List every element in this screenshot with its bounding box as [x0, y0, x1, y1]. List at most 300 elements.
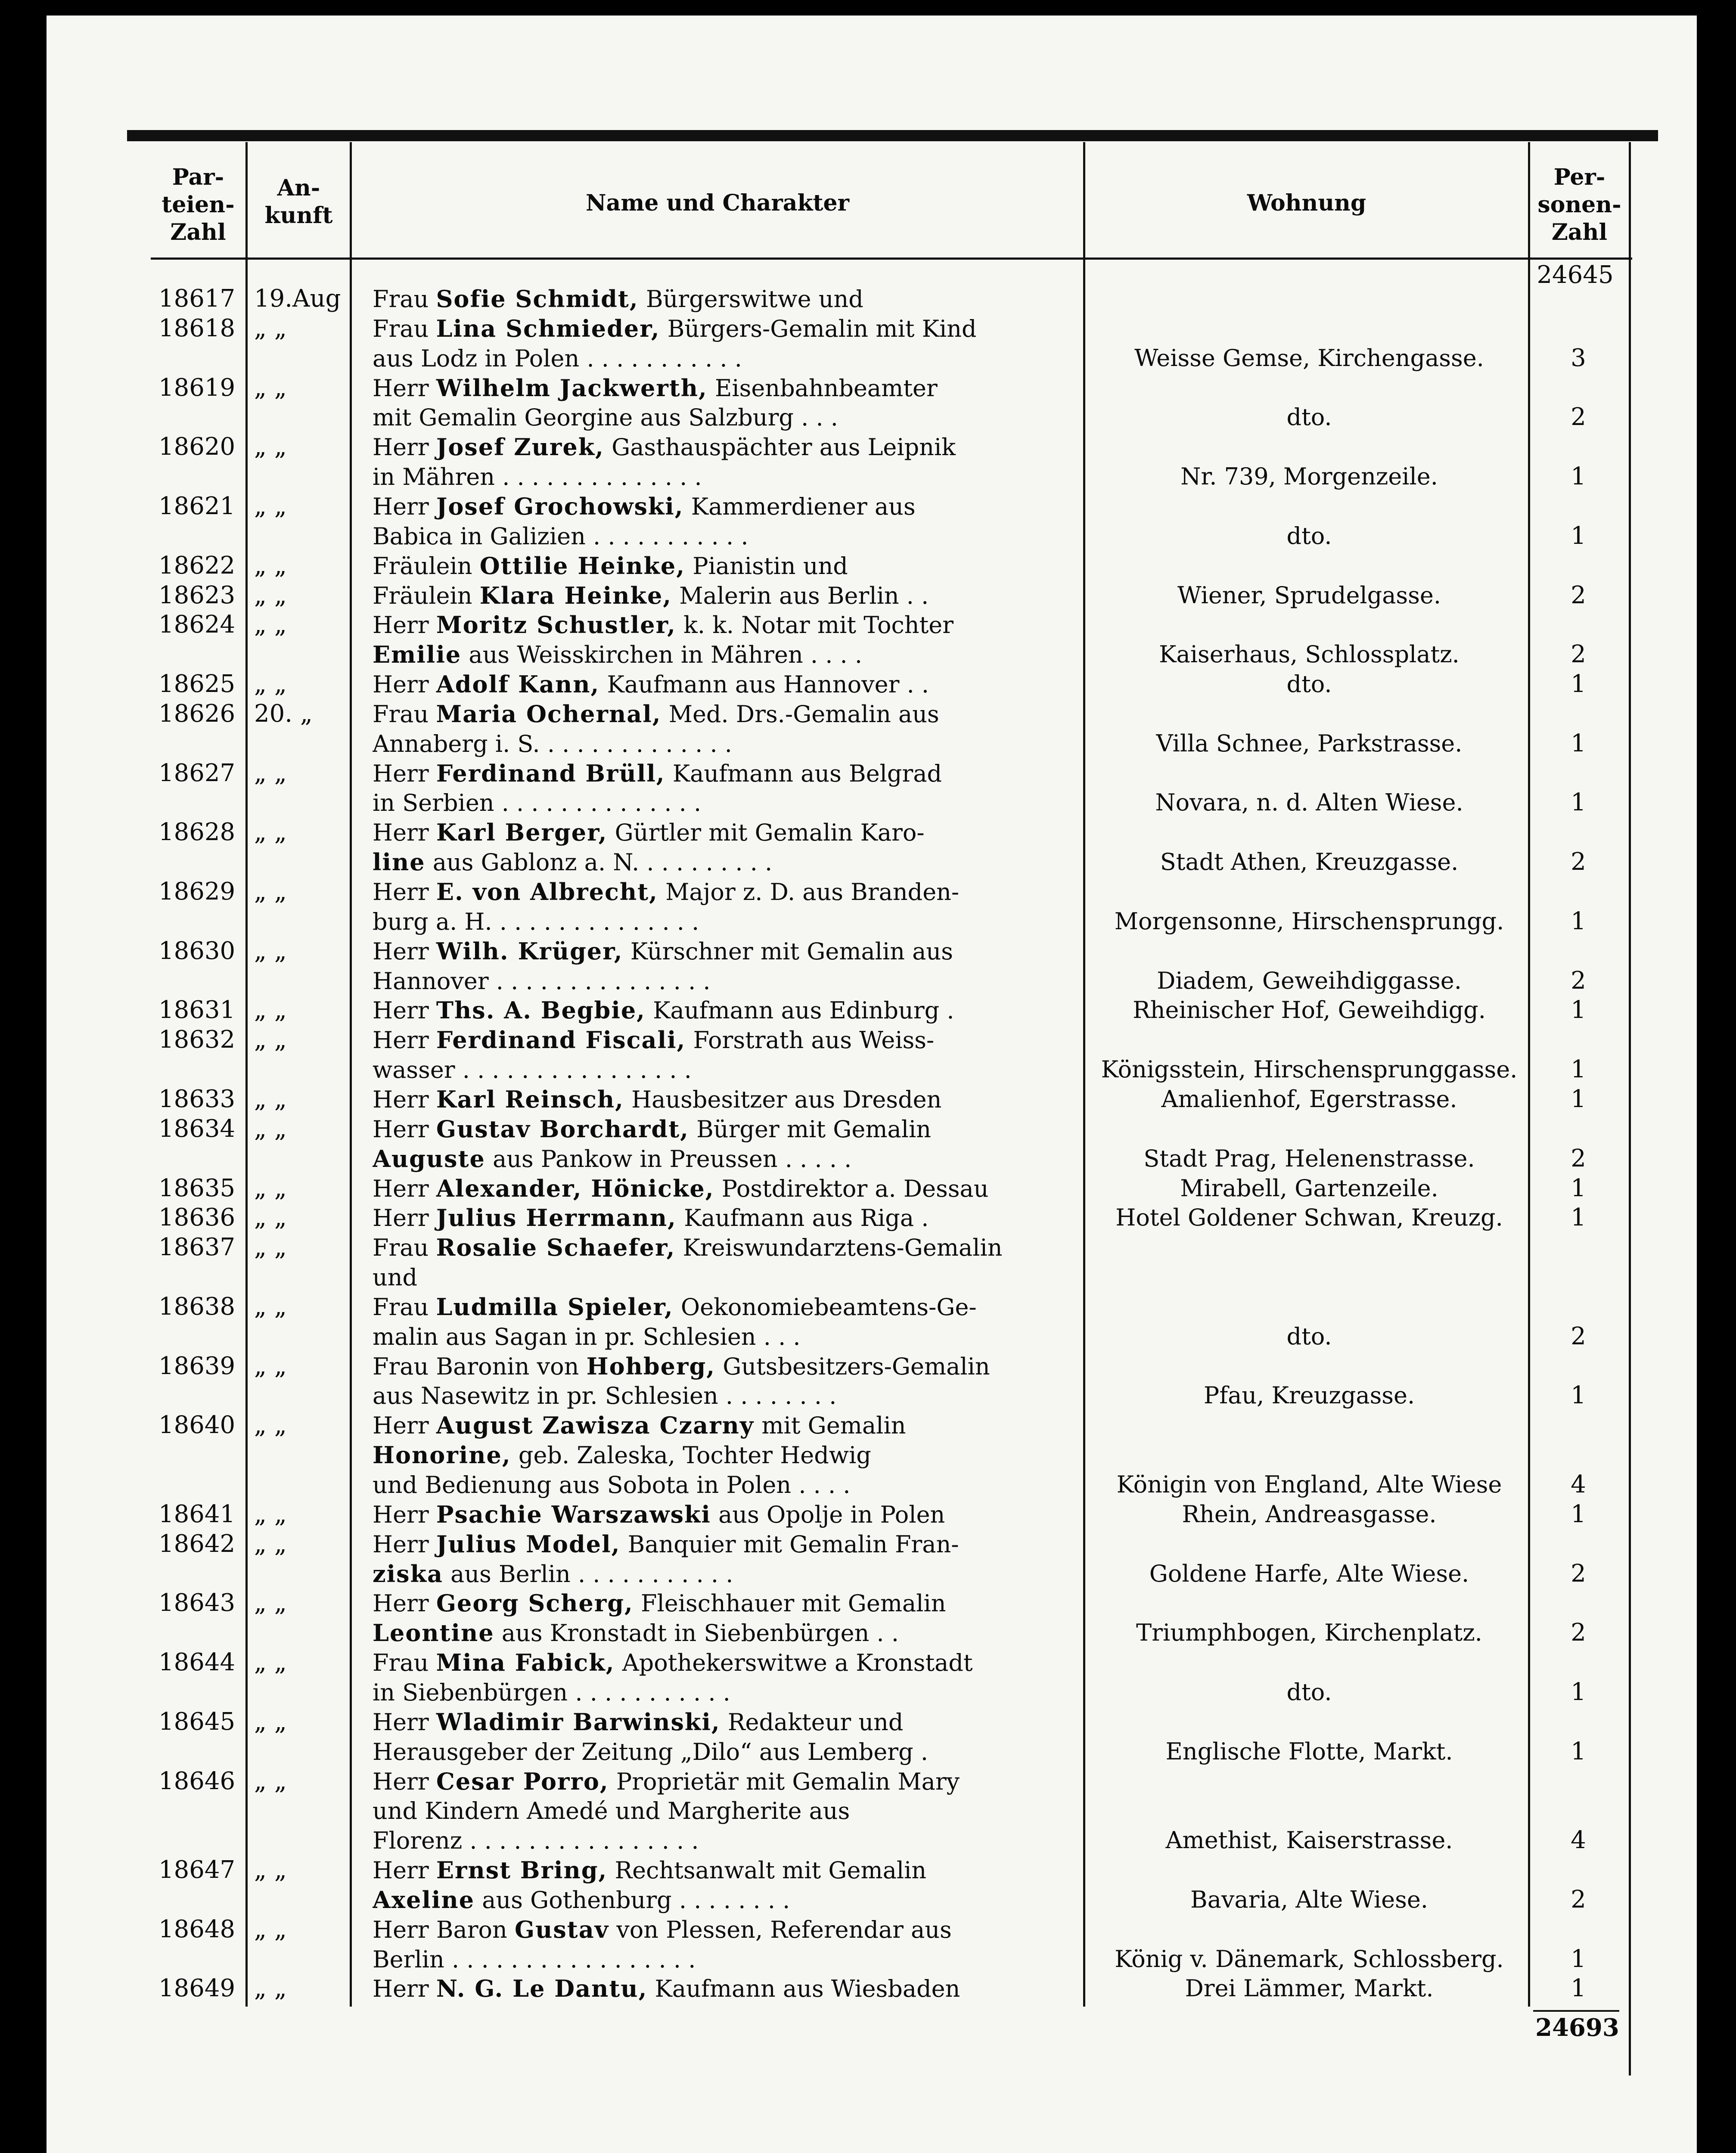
personen-zahl: 1 [1571, 996, 1586, 1024]
name-und-charakter [373, 1381, 1079, 1411]
name-und-charakter [373, 1322, 1079, 1352]
personen-zahl: 1 [1571, 729, 1586, 757]
table-row [0, 581, 1736, 610]
guest-name: Mina Fabick, [436, 1649, 615, 1677]
table-row [0, 1826, 1736, 1855]
wohnung: Rheinischer Hof, Geweihdigg. [1133, 996, 1486, 1024]
title: Frau [373, 1649, 429, 1677]
title: Herr Baron [373, 1916, 507, 1943]
wohnung: Triumphbogen, Kirchenplatz. [1136, 1619, 1482, 1647]
guest-name: Julius Model, [436, 1530, 621, 1558]
table-row [0, 1055, 1736, 1084]
name-und-charakter [373, 1233, 1079, 1263]
table-row [0, 729, 1736, 758]
description: von Plessen, Referendar aus [616, 1916, 952, 1943]
name-und-charakter [373, 1440, 1079, 1470]
name-und-charakter [373, 581, 1079, 611]
wohnung: Amethist, Kaiserstrasse. [1165, 1827, 1453, 1854]
name-und-charakter [373, 699, 1079, 729]
table-row [0, 1915, 1736, 1944]
final-total: 24693 [1535, 2013, 1619, 2042]
description: Pianistin und [693, 552, 848, 580]
table-row [0, 966, 1736, 996]
guest-name: Axeline [373, 1886, 475, 1914]
ankunft: „ „ [254, 492, 287, 520]
name-und-charakter [373, 1500, 1079, 1529]
table-row [0, 818, 1736, 847]
parteien-zahl: 18645 [158, 1707, 236, 1736]
wohnung: König v. Dänemark, Schlossberg. [1115, 1945, 1504, 1973]
table-row [0, 1707, 1736, 1737]
table-row [0, 1085, 1736, 1114]
description: Herausgeber der Zeitung „Dilo“ aus Lemberg . [373, 1738, 929, 1765]
title: Herr [373, 1975, 429, 2003]
wohnung: Rhein, Andreasgasse. [1182, 1500, 1437, 1528]
table-row [0, 670, 1736, 699]
name-und-charakter [373, 1737, 1079, 1767]
name-und-charakter [373, 729, 1079, 759]
title: Herr [373, 819, 429, 847]
description: wasser . . . . . . . . . . . . . . . . [373, 1056, 692, 1084]
description: k. k. Notar mit Tochter [683, 611, 954, 639]
wohnung: dto. [1286, 670, 1332, 698]
name-und-charakter [373, 1174, 1079, 1204]
name-und-charakter [373, 1470, 1079, 1500]
name-und-charakter [373, 462, 1079, 492]
name-und-charakter [373, 344, 1079, 373]
title: Herr [373, 1590, 429, 1617]
wohnung: Stadt Prag, Helenenstrasse. [1143, 1145, 1475, 1172]
guest-name: Julius Herrmann, [436, 1204, 677, 1232]
ankunft: „ „ [254, 1529, 287, 1558]
title: Frau [373, 1293, 429, 1321]
guest-name: Georg Scherg, [436, 1589, 634, 1617]
personen-zahl: 2 [1571, 1559, 1586, 1588]
table-row [0, 1796, 1736, 1825]
title: Herr [373, 937, 429, 965]
ankunft: „ „ [254, 314, 287, 342]
table-row [0, 1500, 1736, 1529]
title: Herr [373, 1204, 429, 1232]
title: Herr [373, 878, 429, 906]
name-und-charakter [373, 610, 1079, 640]
ankunft: „ „ [254, 1352, 287, 1380]
table-row [0, 492, 1736, 521]
description: mit Gemalin [761, 1412, 906, 1439]
guest-name: Ths. A. Begbie, [436, 996, 646, 1024]
guest-name: Maria Ochernal, [436, 700, 661, 728]
guest-name: Hohberg, [586, 1352, 716, 1380]
wohnung: dto. [1286, 403, 1332, 431]
ankunft: „ „ [254, 1648, 287, 1677]
parteien-zahl: 18621 [158, 492, 236, 520]
guest-name: Wilh. Krüger, [436, 937, 623, 965]
table-row [0, 1352, 1736, 1381]
guest-name: Sofie Schmidt, [436, 285, 639, 313]
personen-zahl: 1 [1571, 670, 1586, 698]
personen-zahl: 1 [1571, 1381, 1586, 1410]
description: geb. Zaleska, Tochter Hedwig [518, 1442, 871, 1469]
parteien-zahl: 18626 [158, 699, 236, 728]
ankunft: „ „ [254, 1411, 287, 1439]
table-row [0, 432, 1736, 462]
description: aus Lodz in Polen . . . . . . . . . . . [373, 344, 742, 372]
description: Banquier mit Gemalin Fran- [627, 1530, 959, 1558]
name-und-charakter [373, 1529, 1079, 1559]
guest-name: Ernst Bring, [436, 1856, 608, 1884]
ankunft: „ „ [254, 1085, 287, 1113]
parteien-zahl: 18643 [158, 1589, 236, 1617]
parteien-zahl: 18618 [158, 314, 236, 342]
header-rule [151, 257, 1632, 260]
name-und-charakter [373, 907, 1079, 937]
name-und-charakter [373, 1055, 1079, 1085]
title: Herr [373, 671, 429, 698]
title: Frau [373, 1234, 429, 1262]
guest-name: Josef Zurek, [436, 433, 604, 461]
name-und-charakter [373, 1945, 1079, 1974]
personen-zahl: 1 [1571, 1174, 1586, 1202]
guest-name: line [373, 848, 425, 876]
table-row [0, 1648, 1736, 1677]
personen-zahl: 1 [1571, 788, 1586, 817]
personen-zahl: 1 [1571, 907, 1586, 935]
title: Herr [373, 493, 429, 520]
personen-zahl: 2 [1571, 966, 1586, 995]
wohnung: Goldene Harfe, Alte Wiese. [1149, 1560, 1469, 1587]
guest-name: Moritz Schustler, [436, 611, 676, 639]
guest-name: Leontine [373, 1619, 494, 1647]
parteien-zahl: 18641 [158, 1500, 236, 1528]
table-row [0, 1144, 1736, 1173]
personen-zahl: 1 [1571, 1945, 1586, 1973]
personen-zahl: 2 [1571, 1322, 1586, 1350]
wohnung: Novara, n. d. Alten Wiese. [1155, 789, 1463, 816]
wohnung: Bavaria, Alte Wiese. [1190, 1886, 1428, 1913]
description: aus Opolje in Polen [718, 1501, 945, 1528]
parteien-zahl: 18647 [158, 1856, 236, 1884]
table-row [0, 551, 1736, 580]
description: Annaberg i. S. . . . . . . . . . . . . . [373, 730, 732, 757]
guest-name: Klara Heinke, [479, 581, 672, 609]
table-row [0, 640, 1736, 669]
personen-zahl: 2 [1571, 1619, 1586, 1647]
ankunft: „ „ [254, 433, 287, 461]
name-und-charakter [373, 847, 1079, 877]
table-row [0, 788, 1736, 817]
table-row [0, 699, 1736, 729]
name-und-charakter [373, 1915, 1079, 1945]
ankunft: „ „ [254, 1026, 287, 1054]
guest-name: N. G. Le Dantu, [436, 1975, 648, 2003]
parteien-zahl: 18648 [158, 1915, 236, 1943]
guest-name: Lina Schmieder, [436, 314, 660, 342]
description: Major z. D. aus Branden- [665, 878, 960, 906]
guest-name: Rosalie Schaefer, [436, 1234, 676, 1262]
guest-name: E. von Albrecht, [436, 878, 658, 906]
guest-name: Cesar Porro, [436, 1767, 609, 1795]
wohnung: Hotel Goldener Schwan, Kreuzg. [1115, 1204, 1503, 1232]
name-und-charakter [373, 1085, 1079, 1114]
personen-zahl: 2 [1571, 581, 1586, 609]
name-und-charakter [373, 1203, 1079, 1233]
parteien-zahl: 18629 [158, 878, 236, 906]
title: Herr [373, 374, 429, 402]
name-und-charakter [373, 1114, 1079, 1144]
guest-name: Karl Berger, [436, 819, 608, 847]
top-rule [127, 130, 1658, 141]
ankunft: „ „ [254, 1292, 287, 1321]
personen-zahl: 1 [1571, 1737, 1586, 1765]
ankunft: „ „ [254, 1974, 287, 2003]
ankunft: „ „ [254, 373, 287, 402]
name-und-charakter [373, 314, 1079, 344]
ankunft: „ „ [254, 1589, 287, 1617]
description: Postdirektor a. Dessau [721, 1175, 989, 1202]
table-row [0, 1618, 1736, 1647]
table-row [0, 1174, 1736, 1203]
description: und Bedienung aus Sobota in Polen . . . . [373, 1471, 851, 1498]
table-row [0, 1559, 1736, 1588]
description: Gutsbesitzers-Gemalin [723, 1353, 990, 1380]
name-und-charakter [373, 670, 1079, 699]
header-ankunft: An- kunft [264, 175, 333, 229]
name-und-charakter [373, 1144, 1079, 1174]
parteien-zahl: 18642 [158, 1529, 236, 1558]
wohnung: Wiener, Sprudelgasse. [1177, 581, 1441, 609]
personen-zahl: 2 [1571, 1885, 1586, 1914]
guest-name: Wladimir Barwinski, [436, 1708, 720, 1736]
description: Hannover . . . . . . . . . . . . . . . [373, 967, 711, 995]
guest-name: Alexander, Hönicke, [436, 1174, 714, 1202]
title: Herr [373, 611, 429, 639]
table-row [0, 937, 1736, 966]
header-parteien-zahl: Par- teien- Zahl [161, 164, 235, 245]
description: aus Berlin . . . . . . . . . . . [450, 1560, 733, 1588]
table-row [0, 373, 1736, 403]
guest-name: Karl Reinsch, [436, 1085, 624, 1113]
guest-name: Ludmilla Spieler, [436, 1293, 674, 1321]
wohnung: Pfau, Kreuzgasse. [1203, 1382, 1415, 1409]
description: Forstrath aus Weiss- [693, 1027, 935, 1054]
wohnung: Mirabell, Gartenzeile. [1180, 1174, 1438, 1202]
guest-name: Ferdinand Fiscali, [436, 1026, 686, 1054]
table-row [0, 1974, 1736, 2003]
personen-zahl: 2 [1571, 1144, 1586, 1173]
table-row [0, 1885, 1736, 1914]
ankunft: „ „ [254, 1114, 287, 1143]
ankunft: „ „ [254, 1500, 287, 1528]
table-row [0, 759, 1736, 788]
name-und-charakter [373, 284, 1079, 314]
wohnung: Stadt Athen, Kreuzgasse. [1160, 848, 1459, 876]
parteien-zahl: 18636 [158, 1204, 236, 1232]
name-und-charakter [373, 1678, 1079, 1707]
name-und-charakter [373, 759, 1079, 788]
ankunft: „ „ [254, 1174, 287, 1202]
description: Kaufmann aus Wiesbaden [655, 1975, 960, 2003]
wohnung: Amalienhof, Egerstrasse. [1161, 1085, 1457, 1113]
guest-name: Wilhelm Jackwerth, [436, 374, 708, 402]
table-row [0, 1855, 1736, 1885]
description: Kaufmann aus Edinburg . [653, 997, 954, 1024]
ankunft: „ „ [254, 1233, 287, 1262]
header-name: Name und Charakter [585, 190, 849, 216]
description: Fleischhauer mit Gemalin [641, 1590, 946, 1617]
name-und-charakter [373, 1826, 1079, 1855]
title: Frau Baronin von [373, 1353, 579, 1380]
ankunft: „ „ [254, 551, 287, 580]
table-row [0, 1588, 1736, 1618]
guest-name: Gustav [515, 1915, 609, 1943]
parteien-zahl: 18633 [158, 1085, 236, 1113]
title: Frau [373, 285, 429, 313]
personen-zahl: 1 [1571, 1500, 1586, 1528]
parteien-zahl: 18628 [158, 818, 236, 847]
name-und-charakter [373, 1025, 1079, 1055]
personen-zahl: 1 [1571, 462, 1586, 491]
description: und [373, 1264, 418, 1291]
description: Eisenbahnbeamter [714, 374, 938, 402]
wohnung: Diadem, Geweihdiggasse. [1157, 967, 1462, 994]
title: Herr [373, 1412, 429, 1439]
description: Kürschner mit Gemalin aus [630, 937, 953, 965]
wohnung: Morgensonne, Hirschensprungg. [1114, 907, 1504, 935]
guest-name: Auguste [373, 1145, 485, 1173]
title: Frau [373, 315, 429, 342]
description: mit Gemalin Georgine aus Salzburg . . . [373, 404, 838, 431]
title: Herr [373, 1086, 429, 1113]
description: Redakteur und [727, 1708, 904, 1736]
description: Kammerdiener aus [691, 493, 916, 520]
title: Fräulein [373, 552, 472, 580]
carry-total: 24645 [1537, 261, 1614, 289]
parteien-zahl: 18640 [158, 1411, 236, 1439]
name-und-charakter [373, 966, 1079, 996]
title: Fräulein [373, 582, 472, 609]
personen-zahl: 2 [1571, 403, 1586, 431]
description: Bürgerswitwe und [646, 285, 863, 313]
name-und-charakter [373, 551, 1079, 581]
guest-name: Gustav Borchardt, [436, 1115, 689, 1143]
guest-name: Adolf Kann, [436, 670, 600, 698]
wohnung: Nr. 739, Morgenzeile. [1180, 463, 1438, 490]
name-und-charakter [373, 640, 1079, 670]
parteien-zahl: 18630 [158, 937, 236, 965]
description: und Kindern Amedé und Margherite aus [373, 1797, 850, 1825]
parteien-zahl: 18632 [158, 1026, 236, 1054]
description: aus Gablonz a. N. . . . . . . . . . [432, 849, 773, 876]
personen-zahl: 1 [1571, 1055, 1586, 1084]
wohnung: dto. [1286, 522, 1332, 549]
description: Gasthauspächter aus Leipnik [612, 434, 956, 461]
table-row [0, 847, 1736, 877]
title: Herr [373, 1115, 429, 1143]
table-row [0, 610, 1736, 639]
description: in Siebenbürgen . . . . . . . . . . . [373, 1678, 730, 1706]
table-row [0, 284, 1736, 313]
ankunft: „ „ [254, 818, 287, 847]
ankunft: „ „ [254, 611, 287, 639]
wohnung: dto. [1286, 1678, 1332, 1706]
description: aus Gothenburg . . . . . . . . [482, 1886, 790, 1914]
guest-name: Honorine, [373, 1441, 511, 1469]
description: Apothekerswitwe a Kronstadt [622, 1649, 973, 1677]
wohnung: Englische Flotte, Markt. [1165, 1737, 1453, 1765]
description: Kaufmann aus Belgrad [672, 760, 942, 787]
description: aus Nasewitz in pr. Schlesien . . . . . . . . [373, 1382, 837, 1410]
description: Malerin aus Berlin . . [679, 582, 929, 609]
parteien-zahl: 18635 [158, 1174, 236, 1202]
wohnung: Villa Schnee, Parkstrasse. [1156, 729, 1463, 757]
name-und-charakter [373, 1648, 1079, 1678]
wohnung: Drei Lämmer, Markt. [1185, 1975, 1434, 2002]
name-und-charakter [373, 1855, 1079, 1885]
table-row [0, 1381, 1736, 1410]
title: Herr [373, 760, 429, 787]
title: Herr [373, 1708, 429, 1736]
personen-zahl: 1 [1571, 1974, 1586, 2003]
parteien-zahl: 18625 [158, 670, 236, 698]
name-und-charakter [373, 1974, 1079, 2004]
wohnung: Kaiserhaus, Schlossplatz. [1159, 641, 1460, 668]
name-und-charakter [373, 492, 1079, 521]
name-und-charakter [373, 1707, 1079, 1737]
parteien-zahl: 18649 [158, 1974, 236, 2003]
ankunft: „ „ [254, 996, 287, 1024]
description: Florenz . . . . . . . . . . . . . . . . [373, 1827, 699, 1855]
parteien-zahl: 18620 [158, 433, 236, 461]
parteien-zahl: 18646 [158, 1767, 236, 1795]
header-wohnung: Wohnung [1247, 190, 1366, 216]
guest-name: August Zawisza Czarny [436, 1412, 755, 1439]
ankunft: „ „ [254, 1707, 287, 1736]
name-und-charakter [373, 937, 1079, 966]
description: Kaufmann aus Hannover . . [607, 671, 929, 698]
guest-name: Josef Grochowski, [436, 492, 684, 520]
description: Kaufmann aus Riga . [684, 1204, 929, 1232]
title: Herr [373, 1027, 429, 1054]
parteien-zahl: 18622 [158, 551, 236, 580]
name-und-charakter [373, 1263, 1079, 1292]
title: Herr [373, 997, 429, 1024]
description: Bürgers-Gemalin mit Kind [667, 315, 977, 342]
ankunft: 20. „ [254, 699, 313, 728]
name-und-charakter [373, 1767, 1079, 1796]
ankunft: „ „ [254, 937, 287, 965]
description: Med. Drs.-Gemalin aus [668, 700, 939, 728]
title: Herr [373, 1768, 429, 1795]
ankunft: „ „ [254, 1204, 287, 1232]
description: aus Weisskirchen in Mähren . . . . [469, 641, 863, 669]
parteien-zahl: 18639 [158, 1352, 236, 1380]
table-row [0, 1292, 1736, 1322]
personen-zahl: 1 [1571, 1204, 1586, 1232]
description: in Serbien . . . . . . . . . . . . . . [373, 789, 702, 817]
name-und-charakter [373, 403, 1079, 432]
table-row [0, 521, 1736, 551]
parteien-zahl: 18638 [158, 1292, 236, 1321]
table-row [0, 1322, 1736, 1351]
ankunft: 19.Aug [254, 285, 341, 313]
personen-zahl: 3 [1571, 344, 1586, 372]
guest-name: Psachie Warszawski [436, 1500, 711, 1528]
ankunft: „ „ [254, 1915, 287, 1943]
name-und-charakter [373, 788, 1079, 818]
description: burg a. H. . . . . . . . . . . . . . . [373, 908, 699, 935]
description: in Mähren . . . . . . . . . . . . . . [373, 463, 702, 491]
title: Herr [373, 1175, 429, 1202]
